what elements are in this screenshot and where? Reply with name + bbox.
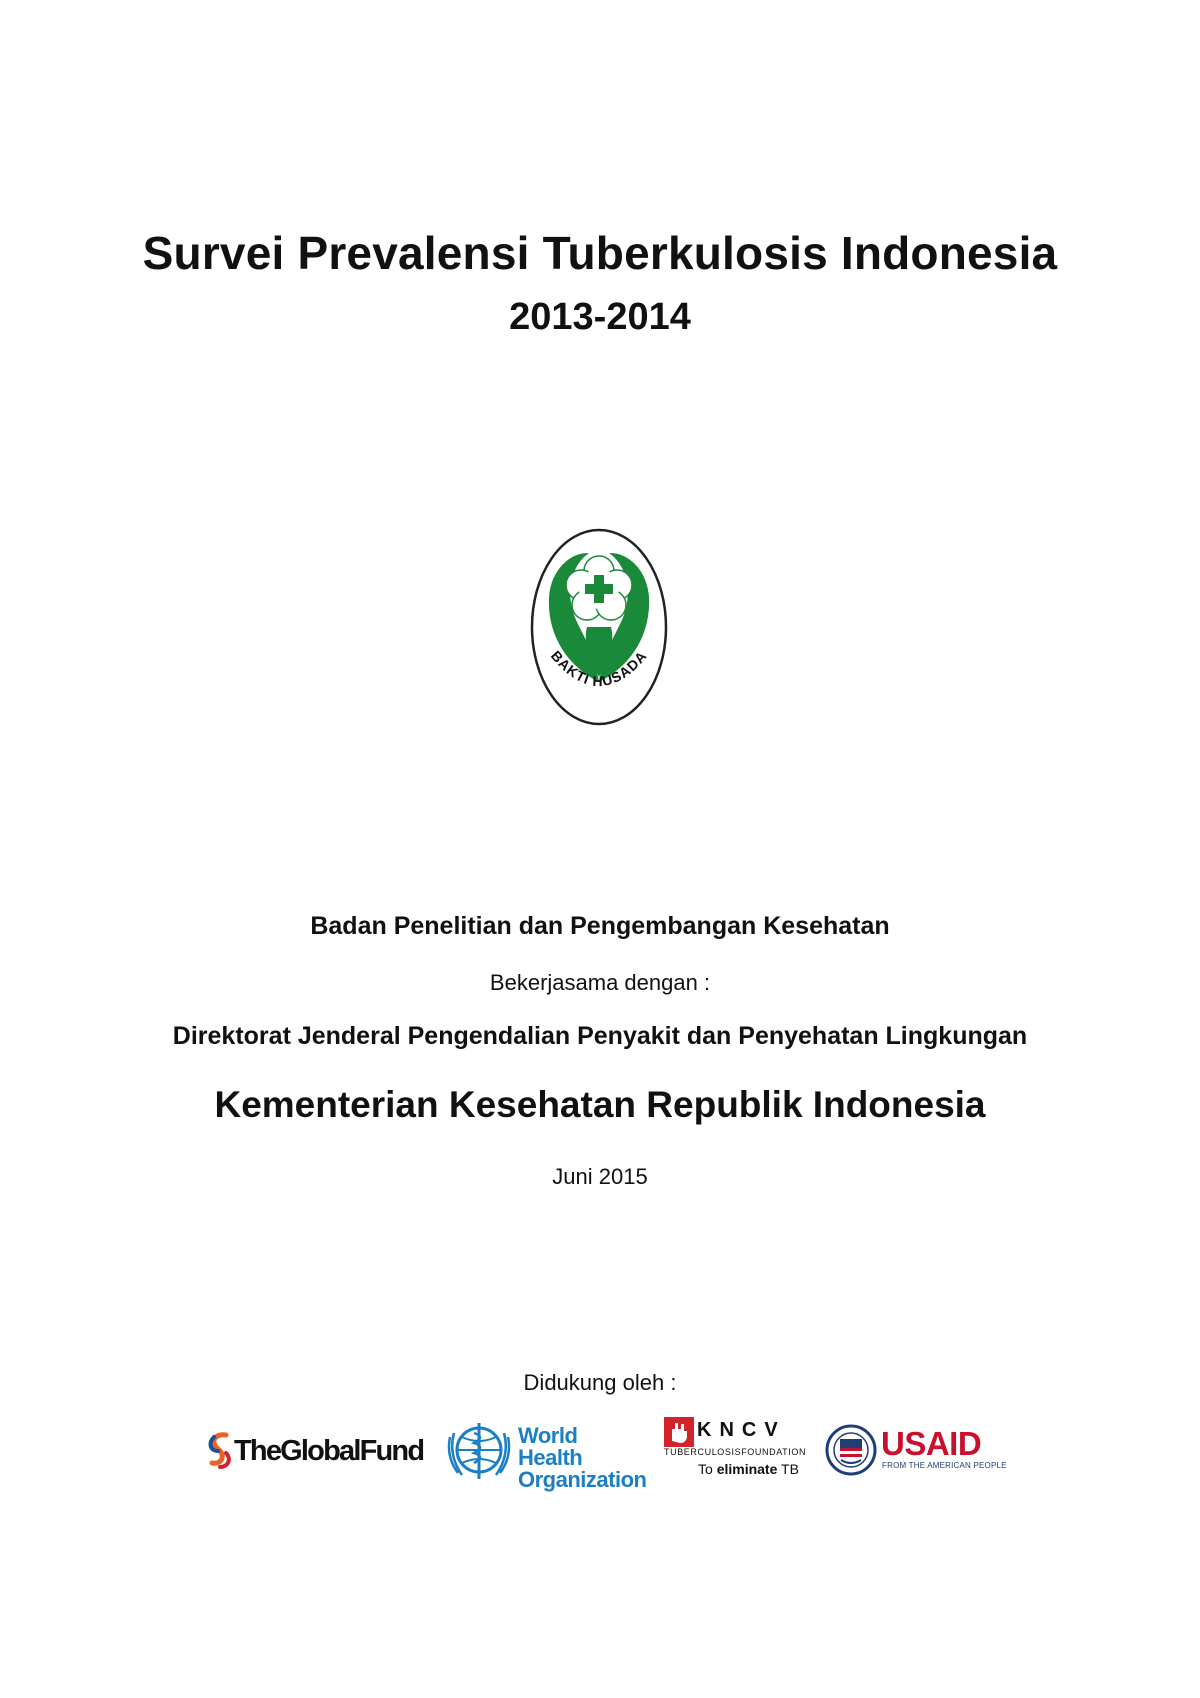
global-fund-logo [204,1415,424,1485]
who-emblem-icon [444,1417,514,1483]
kncv-tagline [698,1461,799,1477]
directorate-name: Direktorat Jenderal Pengendalian Penyakit dan Penyehatan Lingkungan [172,1022,1028,1050]
kncv-tagline-pre: To [698,1461,717,1477]
bakti-husada-emblem-icon [529,527,669,727]
agency-name: Badan Penelitian dan Pengembangan Kesehatan [310,912,890,940]
kncv-letters: KNCV [697,1419,786,1441]
supported-by-label: Didukung oleh : [523,1370,677,1395]
global-fund-logo-icon [206,1429,234,1473]
usaid-logo [823,1415,1007,1485]
global-fund-text: TheGlobalFund [234,1435,424,1467]
publication-date: Juni 2015 [552,1164,648,1189]
collaboration-label: Bekerjasama dengan : [489,970,711,995]
usaid-subtitle: FROM THE AMERICAN PEOPLE [882,1461,1007,1470]
kncv-logo [662,1415,807,1485]
who-text [518,1425,647,1491]
kncv-tagline-post: TB [777,1461,799,1477]
ministry-name: Kementerian Kesehatan Republik Indonesia [214,1084,986,1125]
report-years: 2013-2014 [509,296,691,338]
who-logo [442,1415,647,1492]
usaid-text: USAID [881,1425,982,1462]
report-title: Survei Prevalensi Tuberkulosis Indonesia [142,227,1058,279]
usaid-seal-icon [825,1424,877,1476]
emblem-text: BAKTI HUSADA [547,647,651,690]
kncv-subtitle: TUBERCULOSISFOUNDATION [664,1447,807,1457]
kncv-hand-icon [664,1417,694,1447]
who-text-line1: World Health [518,1423,583,1470]
kncv-tagline-bold: eliminate [716,1461,778,1477]
who-text-line2: Organization [518,1467,647,1492]
